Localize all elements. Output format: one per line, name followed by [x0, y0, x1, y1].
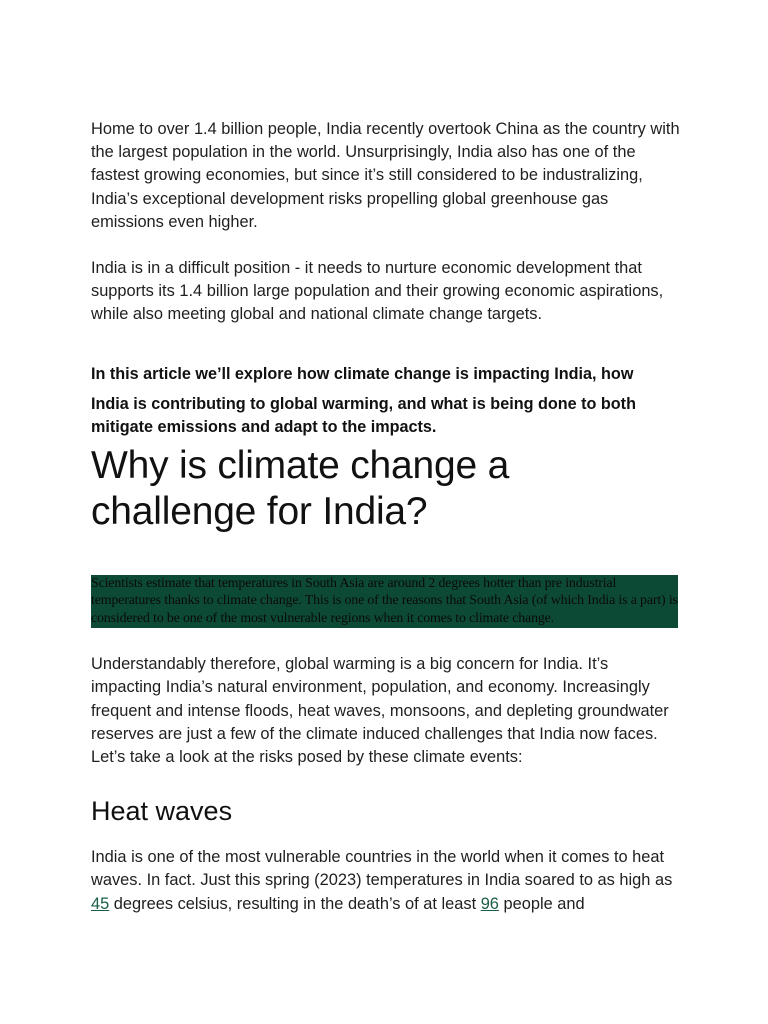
callout-line-rest: India is contributing to global warming, and what is being done to both mitigate emissions and adapt to the impacts.: [91, 394, 636, 436]
section-heading-heat-waves: Heat waves: [91, 796, 233, 827]
deaths-source-link[interactable]: 96: [480, 894, 499, 913]
highlighted-fact-box: Scientists estimate that temperatures in South Asia are around 2 degrees hotter than pre industrial temperatures thanks to climate change. This is one of the reasons that South Asia (of which India is a part) is considered to be one of the most vulnerable regions when it comes to climate change.: [91, 575, 678, 629]
callout-first-line: [91, 363, 681, 386]
heat-waves-text-a: India is one of the most vulnerable countries in the world when it comes to heat waves. In fact. Just this spring (2023) temperatures in India soared to as high as: [91, 848, 673, 890]
intro-paragraph: Home to over 1.4 billion people, India recently overtook China as the country with the largest population in the world. Unsurprisingly, India also has one of the fastest growing economies, but since it’s still considered to be industralizing, India’s exceptional development risks propelling global greenhouse gas emissions even higher.: [91, 120, 680, 231]
article-summary-callout: [91, 363, 681, 439]
temperature-source-link[interactable]: 45: [91, 894, 110, 913]
heat-waves-paragraph: [91, 846, 681, 916]
callout-line-1: In this article we’ll explore how climate change is impacting India, how: [91, 364, 634, 383]
heat-waves-text-c: people and: [498, 894, 585, 913]
section-heading-why-challenge: Why is climate change a challenge for India?: [91, 443, 510, 533]
heat-waves-text-b: degrees celsius, resulting in the death’s of at least: [109, 894, 481, 913]
difficult-position-paragraph: India is in a difficult position - it needs to nurture economic development that supports its 1.4 billion large population and their growing economic aspirations, while also meeting global and national climate change targets.: [91, 259, 664, 324]
global-warming-concern-paragraph: Understandably therefore, global warming is a big concern for India. It’s impacting India’s natural environment, population, and economy. Increasingly frequent and intense floods, heat waves, monsoons, and depleting groundwater reserves are just a few of the climate induced challenges that India now faces. Let’s take a look at the risks posed by these climate events:: [91, 655, 669, 766]
article-body: [91, 118, 681, 916]
